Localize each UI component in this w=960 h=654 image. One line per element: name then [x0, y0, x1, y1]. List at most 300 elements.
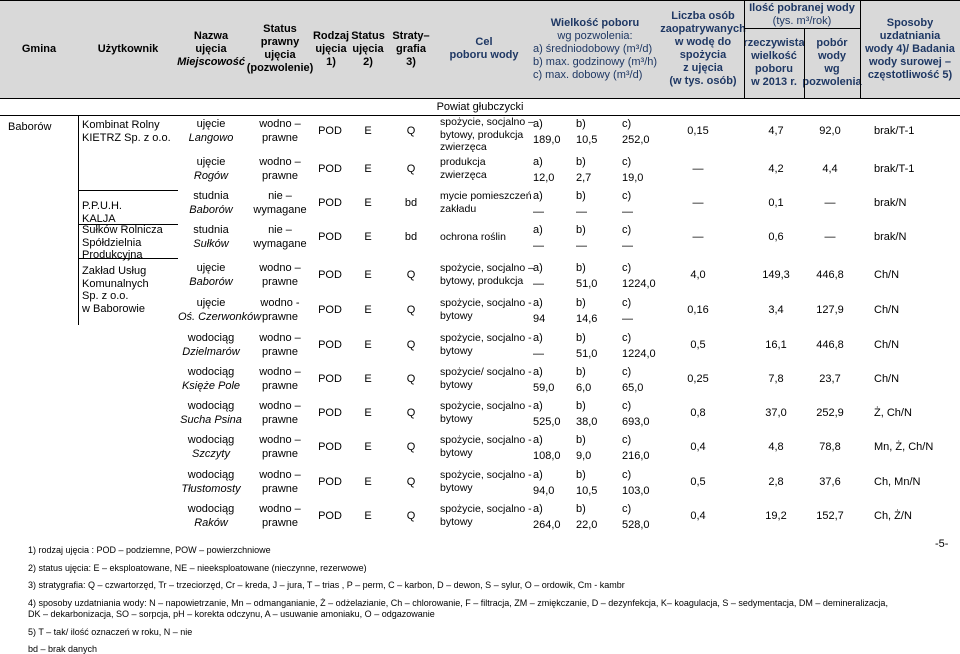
header-liczba-line: Liczba osób: [671, 10, 735, 22]
legal-status: prawne: [261, 517, 299, 529]
value-letter: b): [576, 118, 586, 130]
header-gmina-line: Gmina: [21, 42, 57, 55]
header-wielkosc-line: a) średniodobowy (m³/d): [532, 42, 653, 55]
intake-type: POD: [318, 510, 342, 522]
value-b: 9,0: [576, 450, 592, 462]
intake-type: POD: [318, 304, 342, 316]
header-rodzaj-line: 1): [326, 55, 336, 68]
user-name: w Baborowie: [82, 302, 145, 315]
legal-status: wymagane: [253, 238, 307, 250]
persons-served: —: [692, 163, 704, 175]
value-letter: c): [622, 224, 632, 236]
header-status-line: 2): [363, 55, 373, 68]
value-a: 108,0: [533, 450, 561, 462]
intake-name: Baborów: [189, 204, 233, 216]
legal-status: nie –: [268, 224, 292, 236]
intake-status: E: [364, 339, 372, 351]
header-sposoby-line: Sposoby: [886, 16, 934, 29]
value-a: 12,0: [533, 172, 555, 184]
header-sposoby-line: wody 4)/ Badania: [865, 42, 955, 55]
group-line: [78, 258, 178, 259]
purpose: zakładu: [440, 202, 477, 215]
purpose: spożycie, socjalno -: [440, 297, 532, 309]
value-a: 94,0: [533, 485, 555, 497]
value-letter: b): [576, 469, 586, 481]
intake-name: Oś. Czerwonków: [178, 311, 262, 323]
stratigraphy: Q: [406, 339, 416, 351]
value-letter: a): [533, 332, 543, 344]
intake-name: Sucha Psina: [180, 414, 242, 426]
header-pobor-line: pozwolenia: [802, 76, 862, 88]
user-name: KIETRZ Sp. z o.o.: [82, 131, 171, 144]
intake-status: E: [364, 441, 372, 453]
purpose: spożycie/ socjalno -: [440, 366, 532, 378]
value-letter: b): [576, 434, 586, 446]
value-c: 216,0: [622, 450, 650, 462]
intake-name: Szczyty: [192, 448, 230, 460]
treatment-methods: Ch/N: [874, 304, 900, 316]
legal-status: wodno –: [259, 156, 301, 168]
header-sposoby-line: uzdatniania: [879, 29, 941, 42]
value-c: —: [622, 313, 633, 325]
treatment-methods: Ch, Mn/N: [874, 476, 921, 488]
header-status-line: ujęcia: [352, 42, 384, 55]
header-liczba-line: z ujęcia: [683, 62, 723, 74]
treatment-methods: brak/T-1: [874, 125, 915, 137]
footnote: 3) stratygrafia: Q – czwartorzęd, Tr – trzeciorzęd, Cr – kreda, J – jura, T – trias , P – perm, C – karbon, D – dewon, S – sylur, O – ordowik, Cm - kambr: [28, 580, 625, 590]
value-b: 22,0: [576, 519, 598, 531]
persons-served: —: [692, 197, 704, 209]
value-a: —: [533, 348, 544, 360]
value-letter: c): [622, 297, 632, 309]
header-status-line: Status: [351, 29, 385, 42]
value-letter: a): [533, 190, 543, 202]
legal-status: prawne: [261, 448, 299, 460]
value-b: 2,7: [576, 172, 592, 184]
permitted-intake: 152,7: [816, 510, 844, 522]
header-wielkosc-text: [533, 17, 657, 82]
actual-intake: 2,8: [768, 476, 784, 488]
intake-name: Baborów: [189, 276, 233, 288]
actual-intake: 7,8: [768, 373, 784, 385]
header-stratygrafia-line: Straty–: [392, 29, 430, 42]
value-b: 14,6: [576, 313, 598, 325]
header-rzeczywista-line: w 2013 r.: [751, 76, 797, 88]
actual-intake: 0,6: [768, 231, 784, 243]
value-letter: c): [622, 332, 632, 344]
intake-status: E: [364, 231, 372, 243]
header-sposoby-line: wody surowej –: [869, 55, 951, 68]
intake-name: ujęcie: [196, 118, 226, 130]
purpose: bytowy: [440, 378, 473, 391]
treatment-methods: Ch/N: [874, 373, 900, 385]
value-c: 65,0: [622, 382, 644, 394]
header-gmina: [0, 0, 78, 98]
header-wielkosc-line: wg pozwolenia:: [557, 29, 633, 42]
value-letter: c): [622, 156, 632, 168]
legal-status: wodno -: [260, 297, 300, 309]
value-letter: a): [533, 118, 543, 130]
user-name: Komunalnych: [82, 277, 149, 290]
treatment-methods: brak/N: [874, 231, 907, 243]
actual-intake: 3,4: [768, 304, 784, 316]
treatment-methods: brak/N: [874, 197, 907, 209]
value-a: 264,0: [533, 519, 561, 531]
value-letter: a): [533, 224, 543, 236]
intake-type: POD: [318, 476, 342, 488]
user-name: Sułków Rolnicza: [82, 224, 163, 236]
value-letter: a): [533, 366, 543, 378]
footnote: 4) sposoby uzdatniania wody: N – napowietrzanie, Mn – odmanganianie, Ż – odżelazianie, Ch – chlorowanie, F – filtracja, ZM – zmiękczanie, D – dezynfekcja, K– koagulacja, S – sedymentacja, DM – demineralizacja,: [28, 598, 888, 608]
value-letter: a): [533, 503, 543, 515]
value-letter: c): [622, 503, 632, 515]
persons-served: 0,5: [690, 339, 706, 351]
intake-name: wodociąg: [187, 503, 235, 515]
purpose: bytowy: [440, 515, 473, 528]
intake-name: Tłustomosty: [181, 483, 241, 495]
header-stratygrafia-line: grafia: [396, 42, 426, 55]
stratigraphy: Q: [406, 125, 416, 137]
legal-status: prawne: [261, 414, 299, 426]
header-wielkosc-line: Wielkość poboru: [550, 16, 640, 29]
value-letter: b): [576, 262, 586, 274]
legal-status: wodno –: [259, 366, 301, 378]
header-rzeczywista-text: [743, 37, 804, 89]
persons-served: 0,5: [690, 476, 706, 488]
permitted-intake: 446,8: [816, 269, 844, 281]
header-status-prawny-line: Status: [263, 23, 297, 35]
persons-served: 0,4: [690, 441, 706, 453]
actual-intake: 4,8: [768, 441, 784, 453]
value-c: —: [622, 206, 633, 218]
value-c: 252,0: [622, 134, 650, 146]
header-liczba-line: spożycia: [679, 49, 727, 61]
purpose: produkcja: [440, 156, 486, 168]
treatment-methods: Ch/N: [874, 339, 900, 351]
treatment-methods: Ch/N: [874, 269, 900, 281]
purpose: bytowy: [440, 309, 473, 322]
header-nazwa: [178, 0, 244, 98]
stratigraphy: Q: [406, 373, 416, 385]
purpose: spożycie, socjalno -: [440, 400, 532, 412]
header-rodzaj-line: Rodzaj: [312, 29, 350, 42]
value-c: 693,0: [622, 416, 650, 428]
purpose: mycie pomieszczeń: [440, 190, 532, 202]
purpose: spożycie, socjalno -: [440, 434, 532, 446]
header-wielkosc-line: b) max. godzinowy (m³/h): [532, 55, 658, 68]
treatment-methods: brak/T-1: [874, 163, 915, 175]
persons-served: 4,0: [690, 269, 706, 281]
footnote: DK – dekarbonizacja, SO – sorpcja, pH – korekta odczynu, A – usuwanie amoniaku, O – odgazowanie: [28, 609, 435, 619]
grid-line: [860, 0, 861, 98]
intake-status: E: [364, 373, 372, 385]
value-letter: a): [533, 434, 543, 446]
stratigraphy: Q: [406, 269, 416, 281]
value-letter: a): [533, 469, 543, 481]
value-c: 1224,0: [622, 278, 656, 290]
stratigraphy: bd: [404, 231, 418, 243]
permitted-intake: 37,6: [819, 476, 841, 488]
header-ilosc-text: [749, 2, 855, 28]
value-c: 1224,0: [622, 348, 656, 360]
intake-name: wodociąg: [187, 366, 235, 378]
legal-status: prawne: [261, 483, 299, 495]
stratigraphy: Q: [406, 510, 416, 522]
stratigraphy: Q: [406, 407, 416, 419]
header-rzeczywista-line: rzeczywista: [743, 37, 805, 49]
value-c: 528,0: [622, 519, 650, 531]
permitted-intake: 78,8: [819, 441, 841, 453]
permitted-intake: 446,8: [816, 339, 844, 351]
purpose: bytowy: [440, 446, 473, 459]
permitted-intake: —: [824, 231, 836, 243]
footnote: 1) rodzaj ujęcia : POD – podziemne, POW – powierzchniowe: [28, 545, 271, 555]
intake-type: POD: [318, 407, 342, 419]
value-letter: b): [576, 366, 586, 378]
intake-name: Rogów: [193, 170, 229, 182]
header-cel-line: poboru wody: [449, 49, 519, 61]
header-pobor-line: pobór wody: [816, 37, 848, 62]
grid-line: [744, 0, 745, 98]
value-c: —: [622, 240, 633, 252]
user-name: Zakład Usług: [82, 265, 147, 277]
stratigraphy: bd: [404, 197, 418, 209]
value-a: 525,0: [533, 416, 561, 428]
header-nazwa-line: Nazwa: [193, 29, 229, 42]
intake-status: E: [364, 163, 372, 175]
actual-intake: 4,2: [768, 163, 784, 175]
header-nazwa-text: [177, 30, 245, 69]
legal-status: prawne: [261, 311, 299, 323]
header-sposoby-text: [865, 17, 955, 82]
purpose: bytowy: [440, 481, 473, 494]
value-letter: c): [622, 262, 632, 274]
stratigraphy: Q: [406, 441, 416, 453]
purpose: bytowy, produkcja: [440, 128, 524, 141]
value-letter: b): [576, 156, 586, 168]
value-letter: a): [533, 262, 543, 274]
header-rodzaj: [312, 0, 350, 98]
value-b: 51,0: [576, 348, 598, 360]
header-pobor-text: [802, 37, 861, 89]
intake-status: E: [364, 407, 372, 419]
purpose: ochrona roślin: [440, 231, 506, 243]
persons-served: 0,8: [690, 407, 706, 419]
grid-line: [0, 0, 960, 1]
header-rzeczywista-line: poboru: [755, 63, 793, 75]
intake-status: E: [364, 304, 372, 316]
value-letter: c): [622, 190, 632, 202]
header-pobor: [804, 28, 860, 98]
intake-status: E: [364, 476, 372, 488]
intake-type: POD: [318, 269, 342, 281]
stratigraphy: Q: [406, 304, 416, 316]
value-letter: a): [533, 156, 543, 168]
intake-type: POD: [318, 373, 342, 385]
legal-status: wymagane: [253, 204, 307, 216]
intake-name: ujęcie: [196, 262, 226, 274]
purpose: spożycie, socjalno -: [440, 469, 532, 481]
actual-intake: 4,7: [768, 125, 784, 137]
intake-name: wodociąg: [187, 469, 235, 481]
footnote: 5) T – tak/ ilość oznaczeń w roku, N – nie: [28, 627, 193, 637]
header-nazwa-line: ujęcia: [195, 42, 227, 55]
header-uzytkownik-text: [98, 43, 159, 56]
purpose: zwierzęca: [440, 141, 487, 153]
grid-line: [804, 28, 805, 98]
legal-status: wodno –: [259, 262, 301, 274]
value-letter: c): [622, 434, 632, 446]
intake-name: studnia: [193, 190, 229, 202]
purpose: spożycie, socjalno -: [440, 332, 532, 344]
value-c: 19,0: [622, 172, 644, 184]
actual-intake: 149,3: [762, 269, 790, 281]
header-liczba: [662, 0, 744, 98]
purpose: spożycie, socjalno –: [440, 262, 534, 274]
header-liczba-line: (w tys. osób): [669, 75, 737, 87]
value-c: 103,0: [622, 485, 650, 497]
intake-name: wodociąg: [187, 400, 235, 412]
permitted-intake: 127,9: [816, 304, 844, 316]
header-status: [348, 0, 388, 98]
actual-intake: 0,1: [768, 197, 784, 209]
header-uzytkownik-line: Użytkownik: [97, 42, 159, 55]
legal-status: prawne: [261, 346, 299, 358]
value-a: —: [533, 206, 544, 218]
header-stratygrafia: [388, 0, 434, 98]
value-letter: c): [622, 366, 632, 378]
treatment-methods: Mn, Ż, Ch/N: [874, 441, 934, 453]
legal-status: prawne: [261, 380, 299, 392]
value-a: 189,0: [533, 134, 561, 146]
legal-status: wodno –: [259, 400, 301, 412]
purpose: spożycie, socjalno -: [440, 503, 532, 515]
stratigraphy: Q: [406, 163, 416, 175]
intake-name: Sułków: [193, 238, 229, 250]
intake-name: wodociąg: [187, 332, 235, 344]
stratigraphy: Q: [406, 476, 416, 488]
legal-status: wodno –: [259, 503, 301, 515]
header-stratygrafia-line: 3): [406, 55, 416, 68]
header-sposoby-line: częstotliwość 5): [867, 68, 953, 81]
value-b: —: [576, 206, 587, 218]
value-b: 10,5: [576, 485, 598, 497]
intake-status: E: [364, 125, 372, 137]
value-a: —: [533, 278, 544, 290]
value-a: 94: [533, 313, 546, 325]
header-rodzaj-text: [313, 30, 349, 69]
intake-type: POD: [318, 441, 342, 453]
value-letter: b): [576, 297, 586, 309]
header-pobor-line: wg: [824, 63, 840, 75]
header-status-prawny-line: prawny: [260, 36, 300, 48]
legal-status: prawne: [261, 276, 299, 288]
intake-name: Langowo: [188, 132, 234, 144]
value-letter: b): [576, 190, 586, 202]
gmina-baborow: Baborów: [8, 121, 52, 133]
value-b: 6,0: [576, 382, 592, 394]
legal-status: prawne: [261, 170, 299, 182]
footnote: bd – brak danych: [28, 644, 98, 654]
legal-status: wodno –: [259, 118, 301, 130]
persons-served: 0,15: [687, 125, 709, 137]
value-letter: a): [533, 297, 543, 309]
header-rzeczywista: [744, 28, 804, 98]
intake-type: POD: [318, 339, 342, 351]
value-b: —: [576, 240, 587, 252]
header-gmina-text: [22, 43, 56, 56]
persons-served: 0,25: [687, 373, 709, 385]
value-letter: c): [622, 400, 632, 412]
user-name: KALJA: [82, 212, 116, 225]
group-line: [78, 224, 178, 225]
permitted-intake: —: [824, 197, 836, 209]
purpose: bytowy: [440, 344, 473, 357]
intake-status: E: [364, 197, 372, 209]
legal-status: wodno –: [259, 332, 301, 344]
actual-intake: 37,0: [765, 407, 787, 419]
header-stratygrafia-text: [392, 30, 429, 69]
legal-status: wodno –: [259, 434, 301, 446]
value-letter: b): [576, 503, 586, 515]
section-title: Powiat głubczycki: [436, 100, 524, 113]
header-cel-line: Cel: [475, 36, 493, 48]
purpose: bytowy, produkcja: [440, 274, 524, 287]
intake-name: ujęcie: [196, 156, 226, 168]
intake-type: POD: [318, 163, 342, 175]
treatment-methods: Ch, Ż/N: [874, 510, 912, 522]
header-rzeczywista-line: wielkość: [751, 50, 797, 62]
header-uzytkownik: [78, 0, 178, 98]
actual-intake: 16,1: [765, 339, 787, 351]
header-status-prawny: [244, 0, 316, 98]
treatment-methods: Ż, Ch/N: [874, 407, 912, 419]
intake-name: wodociąg: [187, 434, 235, 446]
user-name: Spółdzielnia: [82, 236, 142, 249]
persons-served: 0,16: [687, 304, 709, 316]
purpose: zwierzęca: [440, 168, 487, 181]
legal-status: prawne: [261, 132, 299, 144]
intake-name: Księże Pole: [181, 380, 241, 392]
group-line: [78, 190, 178, 191]
purpose: bytowy: [440, 412, 473, 425]
header-ilosc-line: Ilość pobranej wody: [749, 2, 855, 14]
intake-type: POD: [318, 125, 342, 137]
grid-line: [744, 28, 860, 29]
intake-name: ujęcie: [196, 297, 226, 309]
header-liczba-text: [660, 10, 746, 88]
user-name: Kombinat Rolny: [82, 119, 160, 131]
permitted-intake: 252,9: [816, 407, 844, 419]
header-wielkosc-line: c) max. dobowy (m³/d): [532, 68, 643, 81]
value-letter: a): [533, 400, 543, 412]
user-name: Produkcyjna: [82, 249, 143, 261]
value-b: 38,0: [576, 416, 598, 428]
persons-served: 0,4: [690, 510, 706, 522]
user-name: Sp. z o.o.: [82, 290, 129, 302]
footnote: 2) status ujęcia: E – eksploatowane, NE – nieeksploatowane (nieczynne, rezerwowe): [28, 563, 367, 573]
value-a: —: [533, 240, 544, 252]
value-b: 51,0: [576, 278, 598, 290]
grid-line: [78, 115, 79, 325]
intake-type: POD: [318, 197, 342, 209]
header-status-prawny-line: (pozwolenie): [246, 62, 314, 74]
value-a: 59,0: [533, 382, 555, 394]
permitted-intake: 4,4: [822, 163, 838, 175]
actual-intake: 19,2: [765, 510, 787, 522]
user-name: P.P.U.H.: [82, 200, 122, 212]
intake-status: E: [364, 510, 372, 522]
